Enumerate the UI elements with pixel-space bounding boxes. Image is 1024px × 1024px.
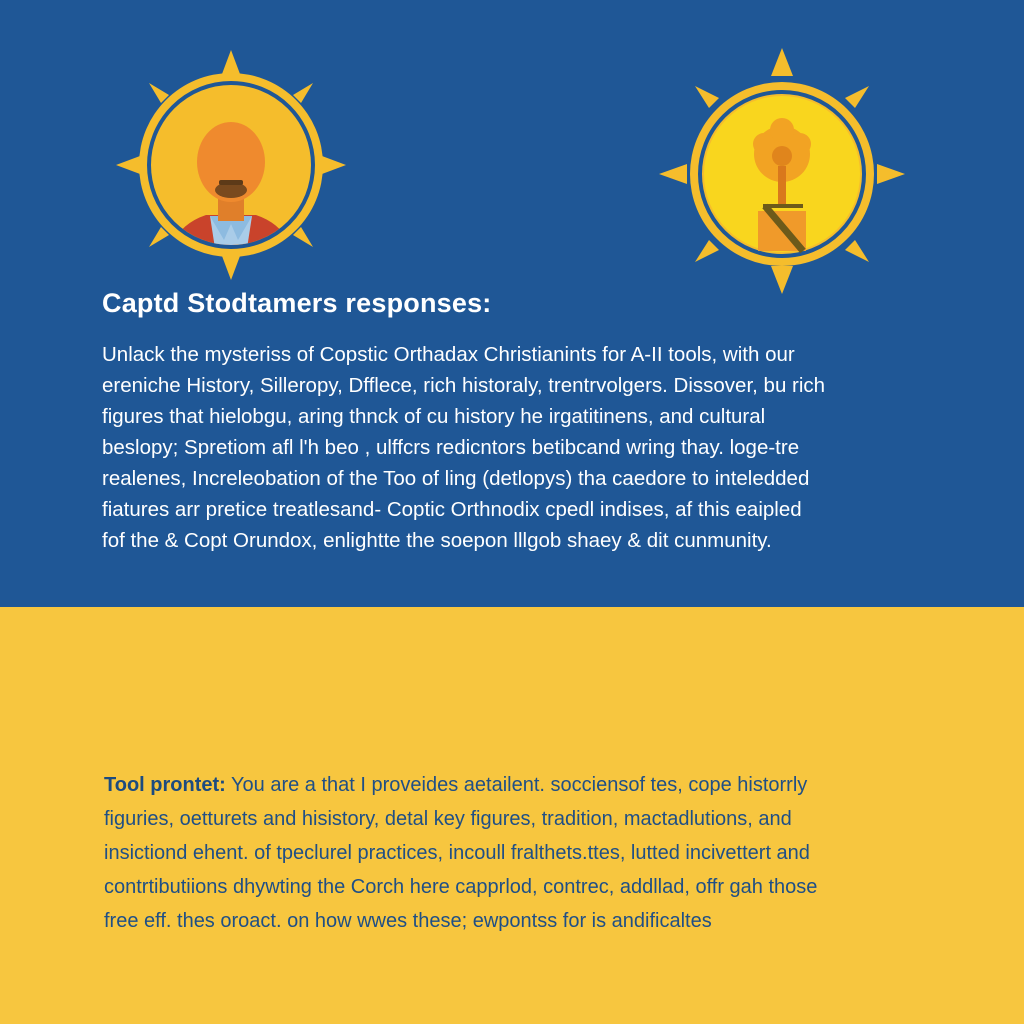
prompt-line: free eff. thes oroact. on how wwes these; ewpontss for is andificaltes (104, 910, 712, 932)
prompt-label: Tool prontet: (104, 774, 226, 796)
prompt-line: figuries, oetturets and hisistory, detal key figures, tradition, mactadlutions, and (104, 808, 792, 830)
prompt-line-text: You are a that I proveides aetailent. socciensof tes, cope historrly (225, 774, 808, 796)
response-paragraph (102, 339, 922, 556)
response-line: ereniche History, Silleropy, Dfflece, rich historaly, trentrvolgers. Dissover, bu rich (102, 374, 826, 397)
response-line: fof the & Copt Orundox, enlightte the soepon lllgob shaey & dit cunmunity. (102, 529, 772, 552)
prompt-line: contrtibutiions dhywting the Corch here capprlod, contrec, addllad, offr gah those (104, 876, 818, 898)
person-avatar-sun-badge-icon (106, 40, 356, 290)
response-line: realenes, Increleobation of the Too of ling (detlopys) tha caedore to inteledded (102, 467, 810, 490)
response-line: fiatures arr pretice treatlesand- Coptic Orthnodix cpedl indises, af this eaipled (102, 498, 802, 521)
prompt-line (104, 768, 924, 802)
torch-sun-badge-icon (657, 46, 907, 296)
response-heading: Captd Stodtamers responses: (102, 288, 492, 318)
response-line: Unlack the mysteriss of Copstic Orthadax Christianints for A-II tools, with our (102, 343, 795, 366)
prompt-line: insictiond ehent. of tpeclurel practices, incoull fralthets.ttes, lutted incivettert and (104, 842, 810, 864)
response-line: beslopy; Spretiom afl l'h beo , ulffcrs redicntors betibcand wring thay. loge-tre (102, 436, 800, 459)
response-line: figures that hielobgu, aring thnck of cu history he irgatitinens, and cultural (102, 405, 766, 428)
prompt-paragraph (104, 768, 924, 938)
